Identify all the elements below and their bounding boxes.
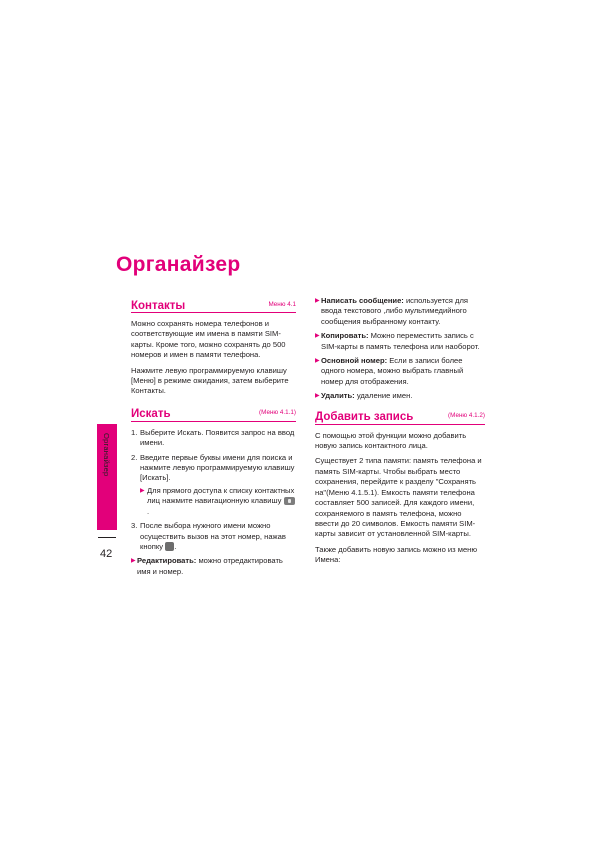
left-column: [131, 296, 296, 581]
page-title: Органайзер: [116, 253, 241, 276]
search-options: [131, 556, 296, 577]
triangle-bullet-icon: ▶: [140, 487, 145, 494]
step-number: 1.: [131, 427, 138, 437]
search-title: Искать: [131, 408, 171, 421]
option-item: [315, 331, 485, 352]
step-note-text: Для прямого доступа к списку контактных лиц нажмите навигационную клавишу: [147, 485, 295, 506]
option-item: [315, 296, 485, 327]
triangle-bullet-icon: ▶: [315, 298, 320, 304]
add-entry-paragraph-1: С помощью этой функции можно добавить новую запись контактного лица.: [315, 430, 467, 451]
triangle-bullet-icon: ▶: [315, 333, 320, 340]
triangle-bullet-icon: ▶: [315, 393, 320, 400]
add-entry-header: [315, 408, 485, 425]
contacts-paragraph-1: Можно сохранять номера телефонов и соответствующие им имена в памяти SIM-карты. Кроме того, можно сохранять до 500 номеров и имен в памяти телефона.: [131, 319, 286, 360]
call-key-icon: [165, 542, 174, 551]
step-number: 2.: [131, 452, 138, 462]
option-label: Редактировать:: [137, 556, 197, 566]
step-text: После выбора нужного имени можно осуществить вызов на этот номер, нажав кнопку: [140, 521, 286, 551]
option-list: [315, 296, 485, 402]
option-text: удаление имен.: [354, 391, 413, 401]
step-text: Выберите Искать. Появится запрос на ввод имени.: [140, 427, 295, 448]
option-edit: [131, 556, 296, 577]
contacts-header: [131, 296, 296, 313]
right-column: [315, 296, 485, 571]
triangle-bullet-icon: ▶: [315, 358, 320, 365]
side-tab-label: Органайзер: [102, 433, 111, 477]
option-text: Можно переместить запись с SIM-карты в память телефона или наоборот.: [321, 331, 480, 351]
page-number: 42: [100, 548, 113, 560]
search-menu-number: (Меню 4.1.1): [259, 409, 296, 417]
option-item: [315, 356, 485, 387]
option-text: используется для ввода текстового ,либо мультимедийного сообщения выбранному контакту.: [321, 296, 468, 326]
navigation-key-icon: [284, 497, 295, 505]
option-label: Написать сообщение:: [321, 296, 404, 305]
add-entry-paragraph-2: Существует 2 типа памяти: память телефона и память SIM-карты. Чтобы выбрать место сохранения, перейдите к разделу "Сохранять на"(Меню 4.1.5.1). Емкость памяти телефона составляет 500 записей. Для каждого имени, сохраняемого в память телефона, можно ввести до 20 символов. Емкость памяти SIM-карты зависит от установленной SIM-карты.: [315, 456, 482, 539]
contacts-menu-number: Меню 4.1: [268, 300, 296, 308]
contacts-paragraph-2: Нажмите левую программируемую клавишу [Меню] в режиме ожидания, затем выберите Контакты.: [131, 365, 289, 396]
option-label: Копировать:: [321, 331, 369, 341]
triangle-bullet-icon: ▶: [131, 558, 136, 565]
step-number: 3.: [131, 521, 138, 531]
option-text: можно отредактировать имя и номер.: [137, 556, 283, 576]
add-entry-title: Добавить запись: [315, 411, 414, 424]
option-label: Удалить:: [321, 391, 355, 401]
step-text: Введите первые буквы имени для поиска и нажмите левую программируемую клавишу [Искать].: [140, 452, 295, 483]
option-label: Основной номер:: [321, 356, 388, 366]
search-header: [131, 405, 296, 422]
option-item: [315, 391, 485, 401]
page-number-rule: [98, 537, 116, 538]
option-text: Если в записи более одного номера, можно выбрать главный номер для отображения.: [321, 356, 464, 386]
search-step: 3. После выбора нужного имени можно осуществить вызов на этот номер, нажав кнопку .: [131, 521, 286, 551]
search-step-note: ▶ Для прямого доступа к списку контактных лиц нажмите навигационную клавишу .: [140, 485, 295, 516]
search-step: [131, 428, 296, 449]
search-steps: [131, 428, 296, 552]
add-entry-menu-number: (Меню 4.1.2): [448, 412, 485, 420]
add-entry-paragraph-3: Также добавить новую запись можно из меню Имена:: [315, 544, 478, 565]
contacts-title: Контакты: [131, 299, 186, 312]
search-step: [131, 453, 296, 517]
